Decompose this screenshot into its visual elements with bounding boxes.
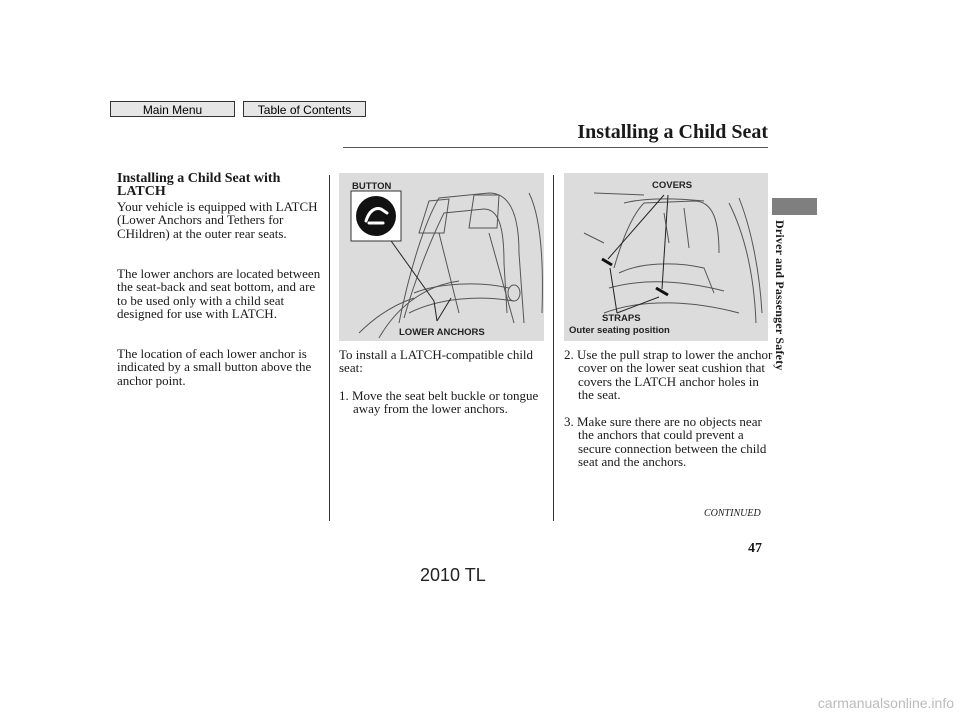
- figure-caption: Outer seating position: [569, 325, 670, 336]
- install-intro: To install a LATCH-compatible child seat:: [339, 347, 534, 376]
- step-3: 3. Make sure there are no objects near the anchors that could prevent a secure connection between the child seat and the anchors.: [564, 414, 767, 470]
- step-2: 2. Use the pull strap to lower the anchor cover on the lower seat cushion that covers the LATCH anchor holes in the seat.: [564, 347, 773, 403]
- label-straps: STRAPS: [602, 313, 641, 324]
- sidebar-section-label: Driver and Passenger Safety: [773, 220, 787, 371]
- seat-covers-illustration: [564, 173, 768, 341]
- column-divider-right: [553, 175, 554, 521]
- rear-seat-illustration: [339, 173, 544, 341]
- site-watermark: carmanualsonline.info: [817, 695, 954, 711]
- main-menu-button[interactable]: Main Menu: [110, 101, 235, 117]
- label-covers: COVERS: [652, 180, 693, 191]
- table-of-contents-button[interactable]: Table of Contents: [243, 101, 366, 117]
- section-title: Installing a Child Seat: [577, 121, 768, 143]
- paragraph-anchor-location: The location of each lower anchor is indicated by a small button above the anchor point.: [117, 346, 312, 388]
- title-rule: [343, 147, 768, 148]
- column-divider-left: [329, 175, 330, 521]
- paragraph-latch-intro: Your vehicle is equipped with LATCH (Lower Anchors and Tethers for CHildren) at the outer rear seats.: [117, 199, 318, 241]
- subsection-heading: Installing a Child Seat with LATCH: [117, 171, 281, 199]
- label-lower-anchors: LOWER ANCHORS: [399, 327, 485, 338]
- latch-button-icon: [356, 196, 396, 236]
- page-number: 47: [748, 541, 762, 556]
- step-1: 1. Move the seat belt buckle or tongue away from the lower anchors.: [339, 388, 539, 417]
- sidebar-tab: [772, 198, 817, 215]
- rear-seat-figure: [339, 173, 544, 341]
- paragraph-lower-anchors: The lower anchors are located between the seat-back and seat bottom, and are to be used only with a child seat designed for use with LATCH.: [117, 266, 321, 322]
- continued-label: CONTINUED: [704, 508, 761, 519]
- label-button: BUTTON: [352, 181, 392, 192]
- model-year-label: 2010 TL: [420, 565, 486, 585]
- seat-covers-figure: [564, 173, 768, 341]
